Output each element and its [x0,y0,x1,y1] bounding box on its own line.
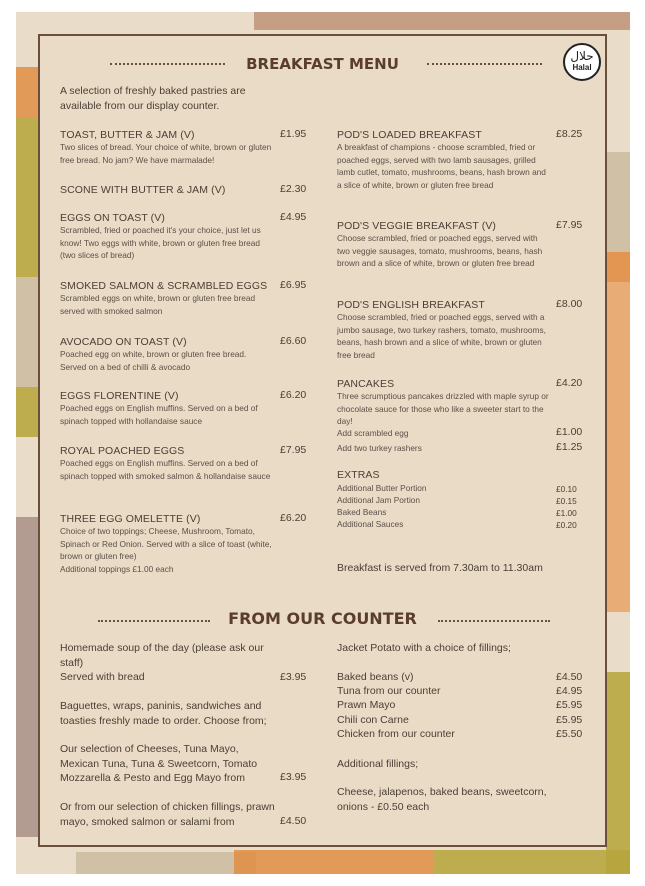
counter-title: FROM OUR COUNTER [228,609,417,628]
extras-price: £0.15 [556,496,577,506]
decor-strip [606,672,630,874]
jacket-item-price: £5.95 [556,699,583,711]
jacket-item-price: £5.50 [556,728,583,740]
soup-served: Served with bread [60,671,145,683]
extras-price: £0.20 [556,520,577,530]
menu-item-price: £7.95 [280,444,307,456]
menu-item-price: £8.25 [556,128,583,140]
menu-item-price: £6.20 [280,389,307,401]
decor-strip [606,252,630,282]
menu-item-price: £7.95 [556,219,583,231]
extras-price: £1.00 [556,508,577,518]
baguettes-text: Baguettes, wraps, paninis, sandwiches and toasties freshly made to order. Choose from; [60,700,267,727]
halal-label: Halal [572,63,592,72]
decor-strip [606,152,630,252]
menu-item-price: £2.30 [280,183,307,195]
menu-item-price: £6.20 [280,512,307,524]
menu-item-description: Poached eggs on English muffins. Served on a bed of spinach topped with hollandaise sauce [60,403,258,426]
menu-item-description: Poached eggs on English muffins. Served on a bed of spinach topped with smoked salmon & hollandaise sauce [60,458,271,481]
addon-label: Add two turkey rashers [337,443,422,453]
menu-item-name: TOAST, BUTTER & JAM (V) [60,129,195,141]
decor-strip [606,282,630,612]
served-note: Breakfast is served from 7.30am to 11.30am [337,562,543,574]
decor-strip [16,67,40,117]
jacket-item-label: Chili con Carne [337,714,409,726]
menu-item-name: AVOCADO ON TOAST (V) [60,336,187,348]
additional-title: Additional fillings; [337,758,419,770]
menu-item-price: £6.60 [280,335,307,347]
menu-item-name: SMOKED SALMON & SCRAMBLED EGGS [60,280,268,292]
menu-item-description: Scrambled eggs on white, brown or gluten free bread served with smoked salmon [60,293,256,316]
menu-item-description: Scrambled, fried or poached it's your choice, just let us know! Two eggs with white, brown or gluten free bread (two slices of bread) [60,225,261,260]
decor-strip [16,117,40,277]
menu-item-name: POD'S LOADED BREAKFAST [337,129,482,141]
divider-dots [427,63,542,65]
menu-item-name: POD'S VEGGIE BREAKFAST (V) [337,220,497,232]
decor-strip [234,850,434,874]
chicken-price: £4.50 [280,815,307,827]
menu-item-name: PANCAKES [337,378,395,390]
divider-dots [438,620,550,622]
additional-text: Cheese, jalapenos, baked beans, sweetcorn, onions - £0.50 each [337,786,547,813]
addon-price: £1.00 [556,426,583,438]
decor-strip [254,12,630,30]
extras-label: Additional Sauces [337,519,404,529]
decor-strip [16,387,40,437]
jacket-item-price: £4.50 [556,671,583,683]
menu-item-price: £4.95 [280,211,307,223]
addon-price: £1.25 [556,441,583,453]
halal-arabic: حلال [570,49,594,63]
extras-label: Baked Beans [337,507,387,517]
jacket-item-label: Baked beans (v) [337,671,414,683]
menu-item-price: £8.00 [556,298,583,310]
decor-strip [16,517,40,837]
breakfast-title: BREAKFAST MENU [246,55,399,73]
menu-item-price: £4.20 [556,377,583,389]
menu-item-description: Two slices of bread. Your choice of white, brown or gluten free bread. No jam? We have marmalade! [60,142,272,165]
selection-price: £3.95 [280,771,307,783]
extras-price: £0.10 [556,484,577,494]
addon-label: Add scrambled egg [337,428,409,438]
menu-item-price: £6.95 [280,279,307,291]
extras-title: EXTRAS [337,469,380,481]
soup-price: £3.95 [280,671,307,683]
jacket-item-price: £4.95 [556,685,583,697]
soup-line: Homemade soup of the day (please ask our staff) [60,642,264,669]
menu-item-price: £1.95 [280,128,307,140]
selection-text: Our selection of Cheeses, Tuna Mayo, Mexican Tuna, Tuna & Sweetcorn, Tomato Mozzarella & Pesto and Egg Mayo from [60,743,258,784]
extras-label: Additional Jam Portion [337,495,421,505]
halal-logo [563,43,601,81]
menu-item-name: ROYAL POACHED EGGS [60,445,185,457]
menu-item-name: POD'S ENGLISH BREAKFAST [337,299,485,311]
decor-strip [434,850,630,874]
menu-item-description: Three scrumptious pancakes drizzled with maple syrup or chocolate sauce for those who like a sweeter start to the day! [337,391,549,426]
menu-item-name: THREE EGG OMELETTE (V) [60,513,201,525]
menu-item-description: Choose scrambled, fried or poached eggs, served with a jumbo sausage, two turkey rashers, tomato, mushrooms, beans, hash brown and a slice of white, brown or gluten free bread [337,312,546,360]
menu-frame [38,34,607,847]
menu-item-description: Choice of two toppings; Cheese, Mushroom, Tomato, Spinach or Red Onion. Served with a slice of toast (white, brown or gluten free) Additional toppings £1.00 each [60,526,272,574]
extras-label: Additional Butter Portion [337,483,427,493]
chicken-text: Or from our selection of chicken fillings, prawn mayo, smoked salmon or salami from [60,801,275,828]
decor-strip [16,277,40,387]
jacket-item-label: Tuna from our counter [337,685,441,697]
jacket-item-label: Prawn Mayo [337,699,396,711]
intro-text: A selection of freshly baked pastries are available from our display counter. [60,85,246,112]
menu-item-name: SCONE WITH BUTTER & JAM (V) [60,184,226,196]
menu-item-description: Poached egg on white, brown or gluten free bread. Served on a bed of chilli & avocado [60,349,247,372]
menu-item-name: EGGS FLORENTINE (V) [60,390,179,402]
jacket-item-price: £5.95 [556,714,583,726]
jacket-item-label: Chicken from our counter [337,728,455,740]
jacket-title: Jacket Potato with a choice of fillings; [337,642,511,654]
menu-item-name: EGGS ON TOAST (V) [60,212,165,224]
decor-strip [76,852,256,874]
menu-item-description: Choose scrambled, fried or poached eggs, served with two veggie sausages, tomato, mushrooms, beans, hash brown and a slice of white, brown or gluten free bread [337,233,543,268]
menu-item-description: A breakfast of champions - choose scrambled, fried or poached eggs, served with two lamb sausages, grilled lamb cutlet, tomato, mushrooms, beans, hash brown and a slice of white, brown or gluten free bread [337,142,546,190]
